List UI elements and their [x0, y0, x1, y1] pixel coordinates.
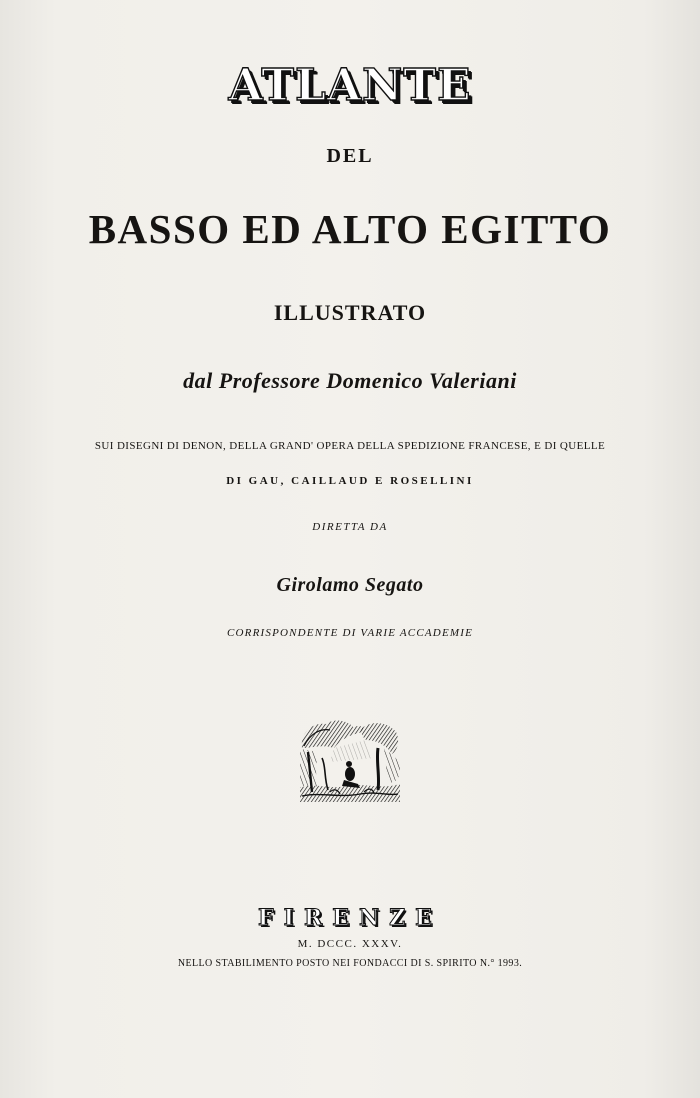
imprint-city: FIRENZE: [258, 905, 442, 931]
imprint-printer: NELLO STABILIMENTO POSTO NEI FONDACCI DI S. SPIRITO N.° 1993.: [177, 958, 523, 969]
book-title: ATLANTE: [228, 60, 472, 111]
sources-line-2: DI GAU, CAILLAUD E ROSELLINI: [226, 475, 474, 487]
book-subject: BASSO ED ALTO EGITTO: [88, 206, 612, 252]
title-connector: DEL: [326, 145, 374, 167]
landscape-vignette-icon: [300, 718, 400, 802]
author-line: dal Professore Domenico Valeriani: [183, 368, 517, 393]
sources-line-1: SUI DISEGNI DI DENON, DELLA GRAND' OPERA DELLA SPEDIZIONE FRANCESE, E DI QUELLE: [94, 440, 606, 452]
director-name: Girolamo Segato: [276, 574, 424, 596]
director-title: CORRISPONDENTE DI VARIE ACCADEMIE: [226, 627, 474, 639]
illustrated-label: ILLUSTRATO: [273, 300, 427, 325]
directed-by-label: DIRETTA DA: [312, 521, 388, 533]
imprint-year: M. DCCC. XXXV.: [297, 938, 403, 950]
